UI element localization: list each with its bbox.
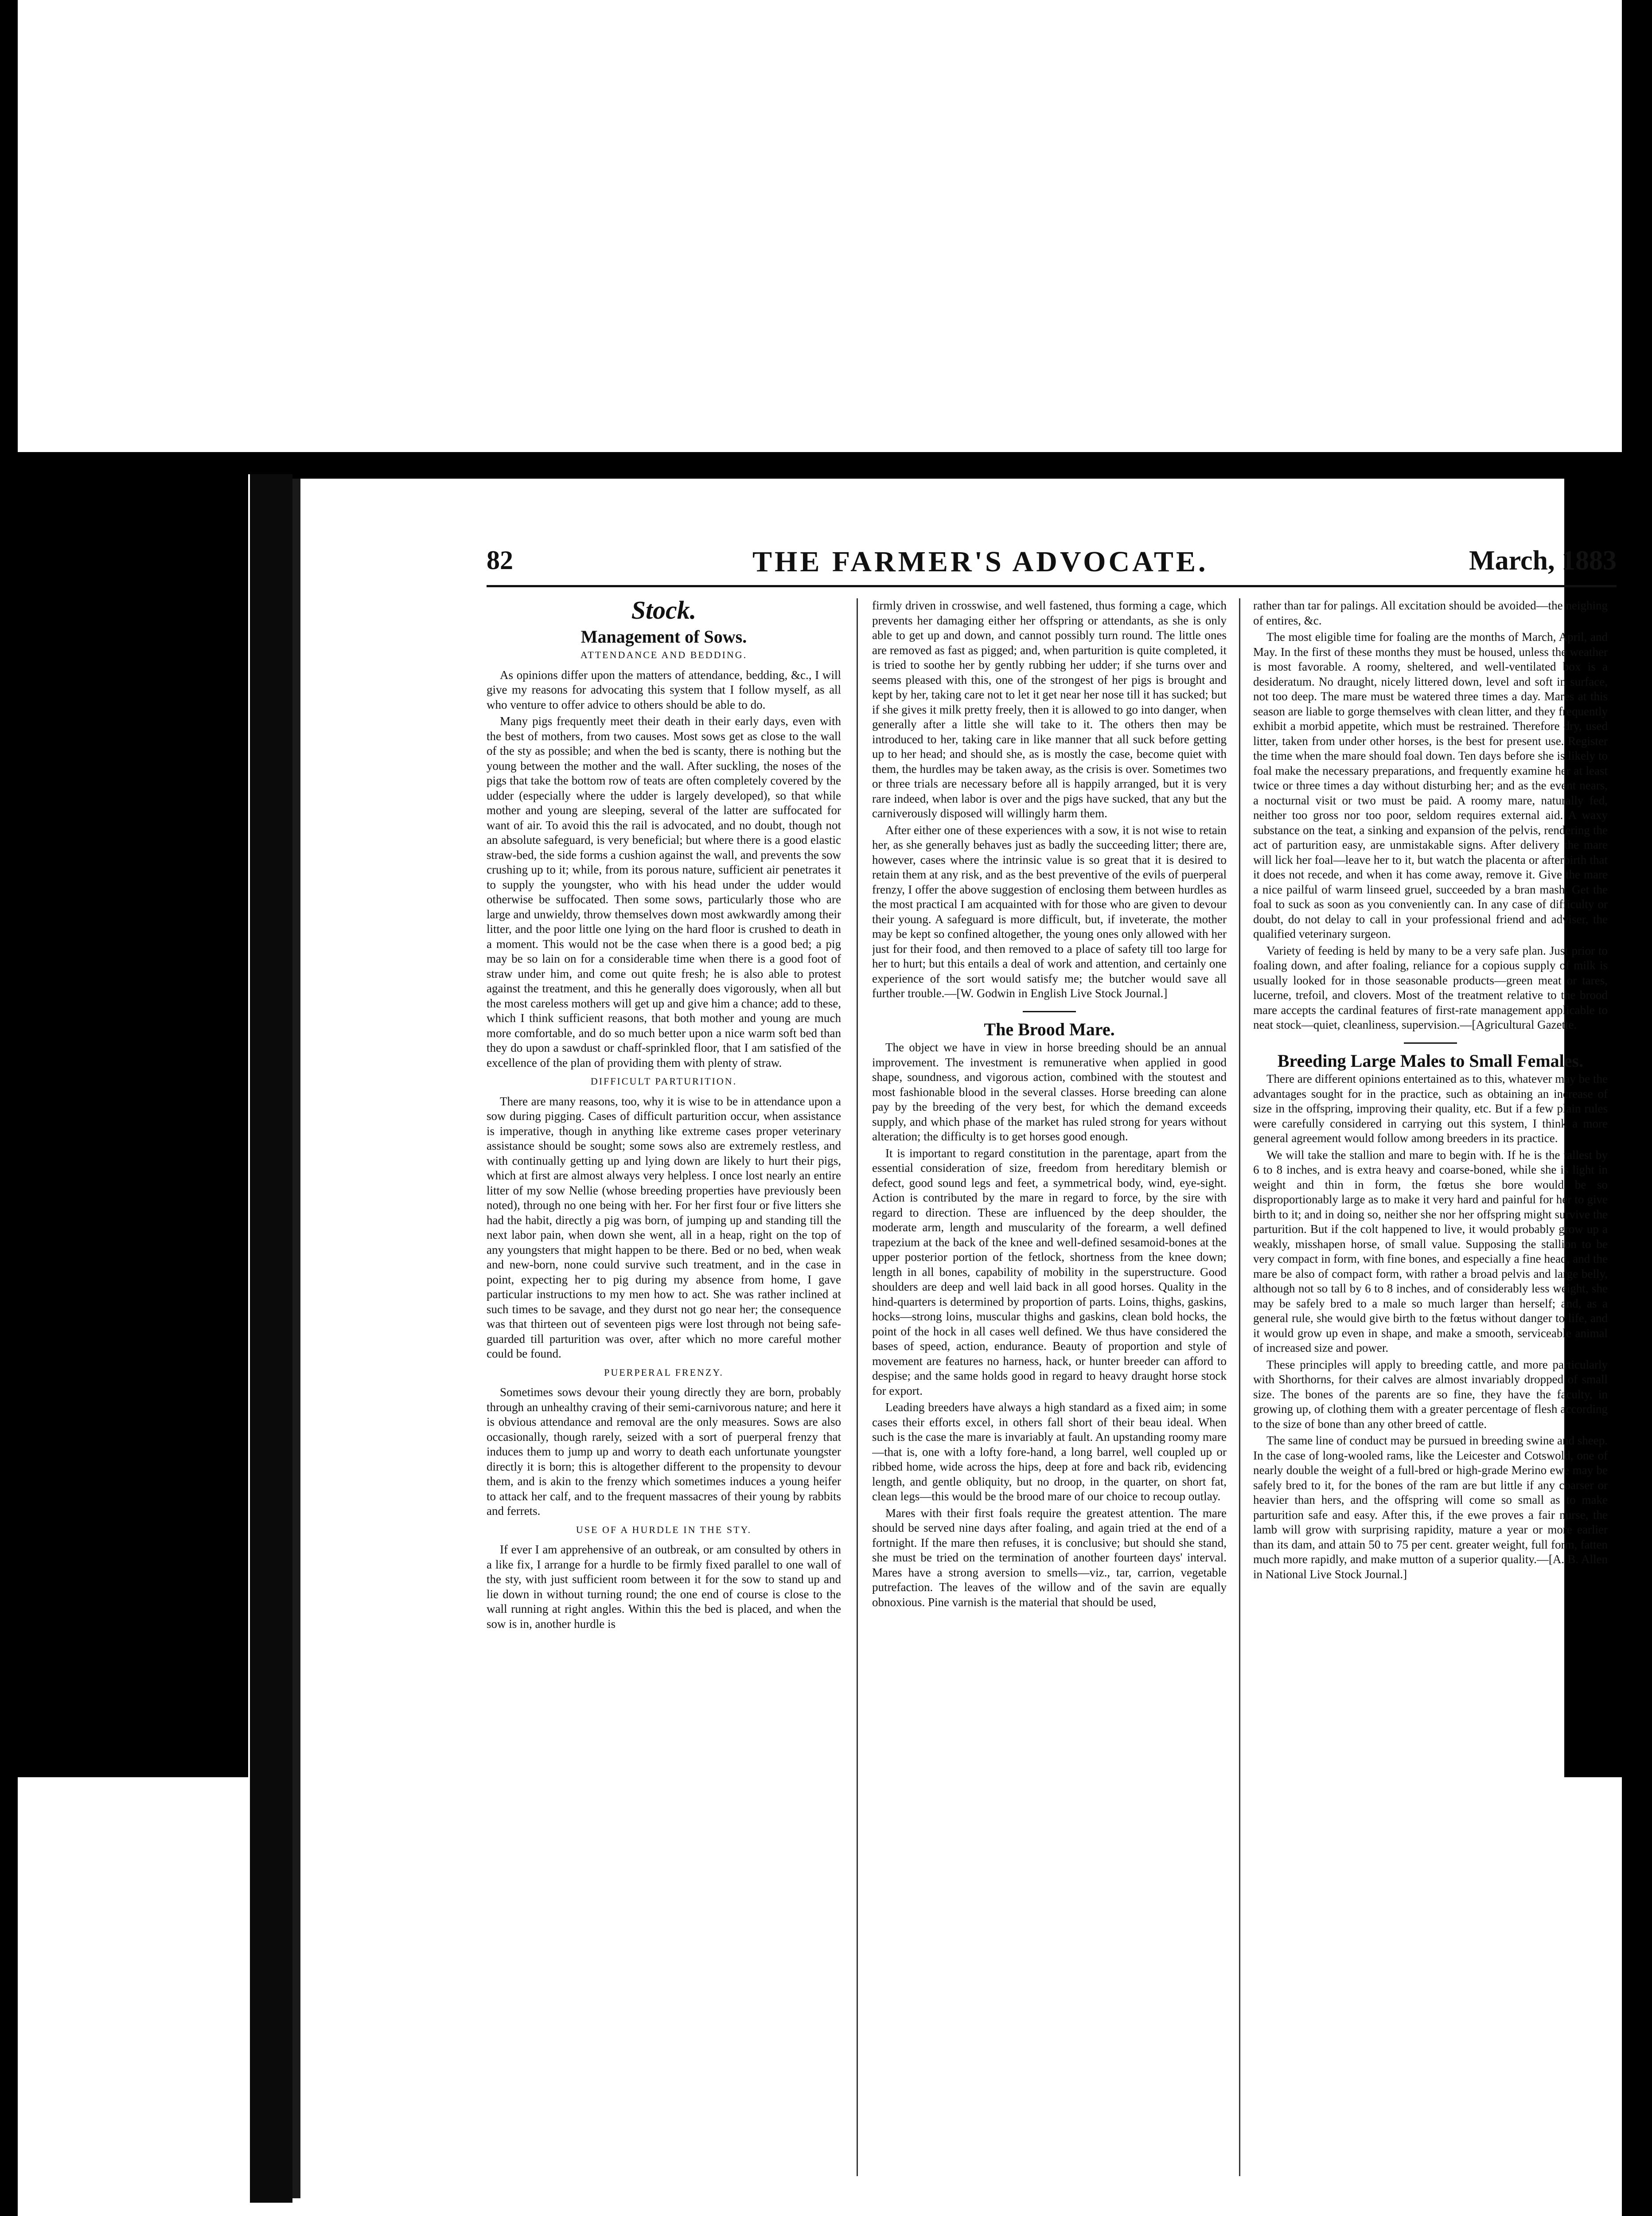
paragraph: These principles will apply to breeding cattle, and more particularly with Shorthorns, for their calves are almost invariably dropped of small size. The bones of the parents are so fine, they have the faculty, in growing up, of clothing them with a greater percentage of flesh according to the size of bone than any other breed of cattle. [1253,1358,1608,1431]
column-divider [857,598,858,2176]
subheading: DIFFICULT PARTURITION. [590,1076,737,1087]
column-divider [1239,598,1240,2176]
paragraph: As opinions differ upon the matters of attendance, bedding, &c., I will give my reasons for advocating this system that I follow myself, as all who venture to offer advice to others should be able to do. [487,668,841,711]
issue-date: March, 1883 [1469,546,1617,576]
divider [1023,1011,1076,1012]
masthead-title: THE FARMER'S ADVOCATE. [752,546,1208,578]
page-number: 82 [487,546,513,575]
subheading: ATTENDANCE AND BEDDING. [580,649,748,660]
newspaper-page [292,479,1617,2198]
paragraph: Leading breeders have always a high standard as a fixed aim; in some cases their efforts excel, in others fall short of their beau ideal. When such is the case the mare is invariably at fault. An upstanding roomy mare—that is, one with a lofty fore-hand, a long barrel, well coupled up or ribbed home, wide across the hips, deep at fore and back rib, evidencing length, and gentle obliquity, but no droop, in the quarter, on short fat, clean legs—this would be the brood mare of our choice to recoup outlay. [872,1401,1227,1503]
paragraph: After either one of these experiences with a sow, it is not wise to retain her, as she generally behaves just as badly the succeeding litter; there are, however, cases where the intrinsic value is so great that it is desired to retain them at any risk, and as the best preventive of the evils of puerperal frenzy, I offer the above suggestion of enclosing them between hurdles as the most practical I am acquainted with for those who are given to devour their young. A safeguard is more difficult, but, if inveterate, the mother may be kept so confined altogether, the young ones only allowed with her just for their food, and then removed to a place of safety till too large for her to hurt; but this entails a deal of work and attention, and certainly one experience of the sort would satisfy me; the butcher would save all further trouble.—[W. Godwin in English Live Stock Journal.] [872,823,1227,1000]
paragraph: There are different opinions entertained as to this, whatever may be the advantages sought for in the practice, such as obtaining an increase of size in the offspring, improving their quality, etc. But if a few plain rules were carefully considered in carrying out this system, I think a more general agreement would follow among breeders in its practice. [1253,1072,1608,1145]
column-3 [1253,598,1608,2061]
paragraph: There are many reasons, too, why it is wise to be in attendance upon a sow during pigging. Cases of difficult parturition occur, when assistance is imperative, though in anything like extreme cases proper veterinary assistance should be sought; some sows also are extremely restless, and with continually getting up and lying down are likely to hurt their pigs, which at first are almost always very helpless. I once lost nearly an entire litter of my sow Nellie (whose breeding properties have previously been noted), through no one being with her. For her first four or five litters she had the habit, directly a pig was born, of jumping up and standing till the next labor pain, when down she went, all in a heap, right on the top of any youngsters that might happen to be there. Bed or no bed, when weak and new-born, none could survive such treatment, and in the case in point, expecting her to pig during my absence from home, I gave particular instructions to my men how to act. She was rather inclined at such times to be savage, and they durst not go near her; the consequence was that thirteen out of seventeen pigs were lost through not being safe-guarded till parturition was over, after which no more careful mother could be found. [487,1094,841,1360]
subheading: USE OF A HURDLE IN THE STY. [576,1524,752,1535]
column-2 [872,598,1227,2185]
section-heading: Stock. [631,598,697,624]
article-title: Management of Sows. [581,626,747,647]
page-header [487,545,1617,581]
paragraph: It is important to regard constitution in the parentage, apart from the essential consideration of size, freedom from hereditary blemish or defect, good sound legs and feet, a symmetrical body, wind, eye-sight. Action is contributed by the mare in regard to force, by the sire with regard to direction. These are influenced by the deep shoulder, the moderate arm, length and muscularity of the forearm, a well defined trapezium at the back of the knee and well-defined sesamoid-bones at the upper posterior portion of the fetlock, shortness from the knee down; length in all bones, capability of mobility in the superstructure. Good shoulders are deep and well laid back in all good horses. Quality in the hind-quarters is determined by proportion of parts. Loins, thighs, gaskins, hocks—strong loins, muscular thighs and gaskins, clean bold hocks, the point of the hock in all cases well defined. We thus have considered the bases of speed, action, endurance. Beauty of proportion and style of movement are features no harness, hack, or hunter breeder can afford to despise; and the same holds good in regard to heavy draught horse stock for export. [872,1146,1227,1397]
paragraph: The same line of conduct may be pursued in breeding swine and sheep. In the case of long-wooled rams, like the Leicester and Cotswold, one of nearly double the weight of a full-bred or high-grade Merino ewe may be safely bred to it, for the bones of the ram are but little if any coarser or heavier than hers, and the offspring will come so small as to make parturition safe and easy. After this, if the ewe proves a fair nurse, the lamb will grow with surprising rapidity, mature a year or more earlier than its dam, and attain 50 to 75 per cent. greater weight, full form, fatten much more rapidly, and make mutton of a superior quality.—[A. B. Allen in National Live Stock Journal.] [1253,1434,1608,1581]
paragraph: Variety of feeding is held by many to be a very safe plan. Just prior to foaling down, and after foaling, reliance for a copious supply of milk is usually looked for in those seasonable products—green meat or tares, lucerne, trefoil, and clovers. Most of the treatment relative to the brood mare accepts the cardinal features of first-rate management applicable to neat stock—quiet, cleanliness, supervision.—[Agricultural Gazette. [1253,944,1608,1031]
paragraph: We will take the stallion and mare to begin with. If he is the tallest by 6 to 8 inches, and is extra heavy and coarse-boned, while she is light in weight and thin in form, the fœtus she bore would be so disproportionably large as to make it very hard and painful for her to give birth to it; and in doing so, neither she nor her offspring might survive the parturition. But if the colt happened to live, it would probably grow up a weakly, misshapen horse, of small value. Supposing the stallion to be very compact in form, with fine bones, and especially a fine head, and the mare be also of compact form, with rather a broad pelvis and large belly, although not so tall by 6 to 8 inches, and of considerably less weight, she may be safely bred to a male so much larger than herself; and, as a general rule, she would give birth to the fœtus without danger to life, and it would grow up even in shape, and make a smooth, serviceable animal of increased size and power. [1253,1148,1608,1354]
header-rule [487,585,1617,587]
paragraph: Sometimes sows devour their young directly they are born, probably through an unhealthy craving of their semi-carnivorous nature; and here it is obvious attendance and removal are the only measures. Sows are also occasionally, though rarely, seized with a sort of puerperal frenzy that induces them to jump up and worry to death each unfortunate youngster directly it is born; this is altogether different to the propensity to devour them, and is akin to the frenzy which sometimes induces a young heifer to attack her calf, and to the frequent massacres of their young by rabbits and ferrets. [487,1385,841,1518]
paragraph: firmly driven in crosswise, and well fastened, thus forming a cage, which prevents her damaging either her offspring or attendants, as she is only able to get up and down, and cannot possibly turn round. The little ones are removed as fast as pigged; and, when parturition is quite completed, it is tried to soothe her by gently rubbing her udder; if she turns over and seems pleased with this, one of the strongest of her pigs is brought and kept by her, taking care not to let it get near her nose till it has sucked; but if she gives it milk pretty freely, then it is allowed to go into danger, when generally after a little she will take to it. The others then may be introduced to her, taking care in like manner that all suck before getting up to her head; and should she, as is mostly the case, become quiet with them, the hurdles may be taken away, as the crisis is over. Sometimes two or three trials are necessary before all is happily arranged, but it is very rare indeed, when labor is over and the pigs have sucked, that any but the carniverously disposed will willingly harm them. [872,599,1227,820]
subheading: PUERPERAL FRENZY. [604,1366,724,1378]
paragraph: The object we have in view in horse breeding should be an annual improvement. The investment is remunerative when applied in good shape, soundness, and vigorous action, combined with the stoutest and most fashionable blood in the several classes. Horse breeding can alone pay by the breeding of the very best, for which the demand exceeds supply, and which phase of the market has ruled strong for years without alteration; the difficulty is to get horses good enough. [872,1041,1227,1143]
article-title: The Brood Mare. [984,1019,1115,1039]
article-title: Breeding Large Males to Small Females. [1277,1050,1584,1071]
column-1 [487,598,841,2176]
scan-background-top [18,0,1622,452]
paragraph: The most eligible time for foaling are the months of March, April, and May. In the first of these months they must be housed, unless the weather is most favorable. A roomy, sheltered, and well-ventilated box is a desideratum. No draught, nicely littered down, level and soft in surface, not too deep. The mare must be watered three times a day. Mares at this season are liable to gorge themselves with clean litter, and they frequently exhibit a morbid appetite, which must be restrained. Therefore dry, used litter, taken from under other horses, is the best for present use. Register the time when the mare should foal down. Ten days before she is likely to foal make the necessary preparations, and frequently examine her at least twice or three times a day without disturbing her; and as the event nears, a nocturnal visit or two must be paid. A roomy mare, naturally fed, neither too gross nor too poor, seldom requires external aid. A waxy substance on the teat, a sinking and expansion of the pelvis, rendering the act of parturition easy, are unmistakable signs. After delivery the mare will lick her foal—leave her to it, but watch the placenta or afterbirth that it does not recede, and when it has come away, remove it. Give the mare a nice pailful of warm linseed gruel, succeeded by a bran mash. Get the foal to suck as soon as you conveniently can. In any case of difficulty or doubt, do not delay to call in your professional friend and adviser, the qualified veterinary surgeon. [1253,630,1608,940]
book-binding [248,474,292,2203]
paragraph: Mares with their first foals require the greatest attention. The mare should be served nine days after foaling, and again tried at the end of a fortnight. If the mare then refuses, it is conclusive; but should she stand, she must be tried on the termination of another fourteen days' interval. Mares have a strong aversion to smells—viz., tar, carrion, vegetable putrefaction. The leaves of the willow and of the savin are equally obnoxious. Pine varnish is the material that should be used, [872,1506,1227,1609]
paragraph: Many pigs frequently meet their death in their early days, even with the best of mothers, from two causes. Most sows get as close to the wall of the sty as possible; and when the bed is scanty, there is nothing but the young between the mother and the wall. After suckling, the noses of the pigs that take the bottom row of teats are often completely covered by the udder (especially where the udder is largely developed), so that while mother and young are sleeping, several of the latter are suffocated for want of air. To avoid this the rail is advocated, and no doubt, though not an absolute safeguard, is very beneficial; but where there is a good elastic straw-bed, the side forms a cushion against the wall, and prevents the sow crushing up to it; while, from its porous nature, sufficient air penetrates it to supply the youngster, who with his head under the udder would otherwise be suffocated. Then some sows, particularly those who are large and unwieldy, throw themselves down most awkwardly among their litter, and the poor little one lying on the hard floor is crushed to death in a moment. This would not be the case when there is a good bed; a pig may be so lain on for a considerable time when there is a good foot of straw under him, and come out quite fresh; he is also able to protest against the treatment, and this he generally does vigorously, when all but the most careless mothers will get up and give him a chance; add to these, which I think sufficient reasons, that both mother and young are much more comfortable, and do so much better upon a nice warm soft bed than they do upon a sawdust or chaff-sprinkled floor, that I am satisfied of the excellence of the plan of providing them with plenty of straw. [487,714,841,1069]
paragraph: If ever I am apprehensive of an outbreak, or am consulted by others in a like fix, I arrange for a hurdle to be firmly fixed parallel to one wall of the sty, with just sufficient room between it for the sow to stand up and lie down in without turning round; the one end of course is close to the wall running at right angles. Within this the bed is placed, and when the sow is in, another hurdle is [487,1543,841,1631]
paragraph: rather than tar for palings. All excitation should be avoided—the neighing of entires, &c. [1253,599,1608,627]
divider [1404,1042,1457,1044]
